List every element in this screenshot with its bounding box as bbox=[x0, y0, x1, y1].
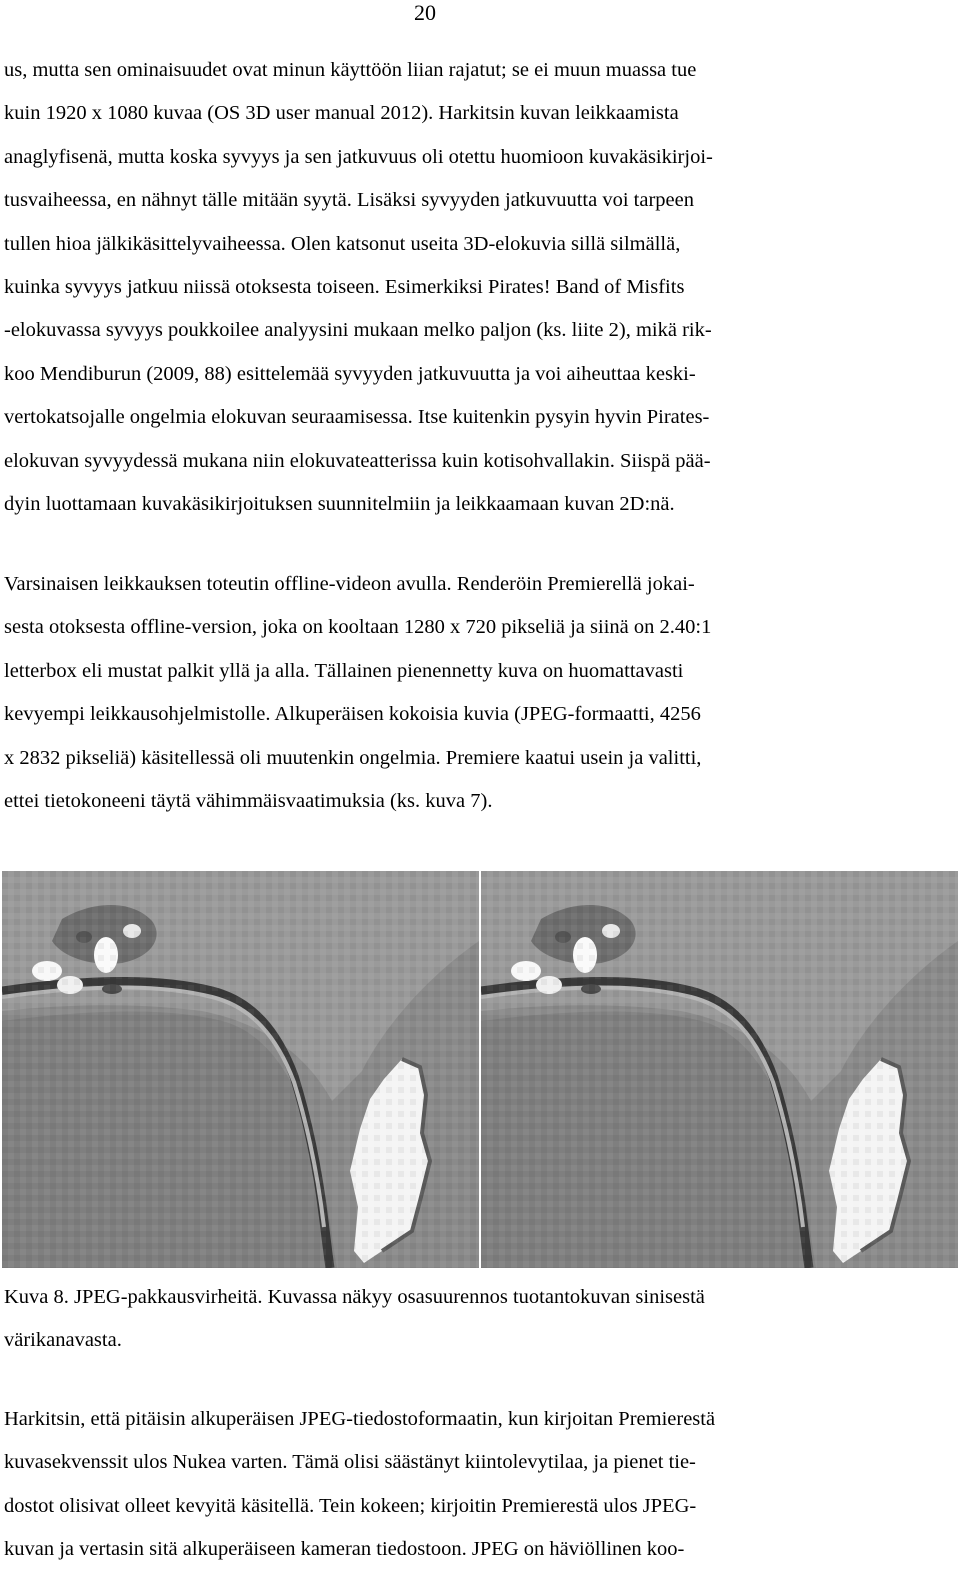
text-line: kuin 1920 x 1080 kuvaa (OS 3D user manual 2012). Harkitsin kuvan leikkaamista bbox=[4, 102, 679, 125]
text-line: anaglyfisenä, mutta koska syvyys ja sen jatkuvuus oli otettu huomioon kuvakäsikirjoi- bbox=[4, 145, 713, 168]
figure-jpeg-artifacts bbox=[2, 871, 958, 1268]
page-number: 20 bbox=[414, 0, 436, 25]
text-line: kuinka syvyys jatkuu niissä otoksesta toiseen. Esimerkiksi Pirates! Band of Misfits bbox=[4, 275, 685, 298]
text-line: -elokuvassa syvyys poukkoilee analyysini mukaan melko paljon (ks. liite 2), mikä rik- bbox=[4, 319, 712, 342]
text-line: letterbox eli mustat palkit yllä ja alla. Tällainen pienennetty kuva on huomattavasti bbox=[4, 659, 684, 682]
text-line: us, mutta sen ominaisuudet ovat minun käyttöön liian rajatut; se ei muun muassa tue bbox=[4, 59, 697, 81]
text-line: x 2832 pikseliä) käsitellessä oli muutenkin ongelmia. Premiere kaatui usein ja valitti, bbox=[4, 746, 702, 769]
paragraph-2 bbox=[4, 563, 954, 823]
text-line: sesta otoksesta offline-version, joka on kooltaan 1280 x 720 pikseliä ja siinä on 2.40:1 bbox=[4, 616, 712, 639]
text-line: koo Mendiburun (2009, 88) esittelemää syvyyden jatkuvuutta ja voi aiheuttaa keski- bbox=[4, 362, 696, 385]
text-line: elokuvan syvyydessä mukana niin elokuvateatterissa kuin kotisohvallakin. Siispä pää- bbox=[4, 449, 711, 472]
paragraph-1 bbox=[4, 49, 954, 526]
text-line: dostot olisivat olleet kevyitä käsitellä. Tein kokeen; kirjoitin Premierestä ulos JPEG- bbox=[4, 1494, 697, 1517]
text-line: Harkitsin, että pitäisin alkuperäisen JPEG-tiedostoformaatin, kun kirjoitan Premierestä bbox=[4, 1408, 716, 1430]
text-line: Varsinaisen leikkauksen toteutin offline-videon avulla. Renderöin Premierellä jokai- bbox=[4, 573, 695, 595]
text-line: tusvaiheessa, en nähnyt tälle mitään syytä. Lisäksi syvyyden jatkuvuutta voi tarpeen bbox=[4, 189, 694, 212]
text-line: vertokatsojalle ongelmia elokuvan seuraamisessa. Itse kuitenkin pysyin hyvin Pirates- bbox=[4, 406, 710, 429]
text-line: kuvan ja vertasin sitä alkuperäiseen kameran tiedostoon. JPEG on häviöllinen koo- bbox=[4, 1538, 685, 1561]
text-line: kuvasekvenssit ulos Nukea varten. Tämä olisi säästänyt kiintolevytilaa, ja pienet tie- bbox=[4, 1451, 696, 1474]
text-line: tullen hioa jälkikäsittelyvaiheessa. Olen katsonut useita 3D-elokuvia sillä silmällä, bbox=[4, 232, 681, 255]
text-line: kevyempi leikkausohjelmistolle. Alkuperäisen kokoisia kuvia (JPEG-formaatti, 4256 bbox=[4, 703, 701, 726]
paragraph-3 bbox=[4, 1398, 954, 1572]
text-line: ettei tietokoneeni täytä vähimmäisvaatimuksia (ks. kuva 7). bbox=[4, 789, 493, 812]
figure-image bbox=[2, 871, 958, 1268]
text-line: dyin luottamaan kuvakäsikirjoituksen suunnitelmiin ja leikkaamaan kuvan 2D:nä. bbox=[4, 492, 675, 515]
figure-caption bbox=[4, 1276, 954, 1363]
text-line: Kuva 8. JPEG-pakkausvirheitä. Kuvassa näkyy osasuurennos tuotantokuvan sinisestä bbox=[4, 1286, 705, 1308]
text-line: värikanavasta. bbox=[4, 1329, 122, 1352]
